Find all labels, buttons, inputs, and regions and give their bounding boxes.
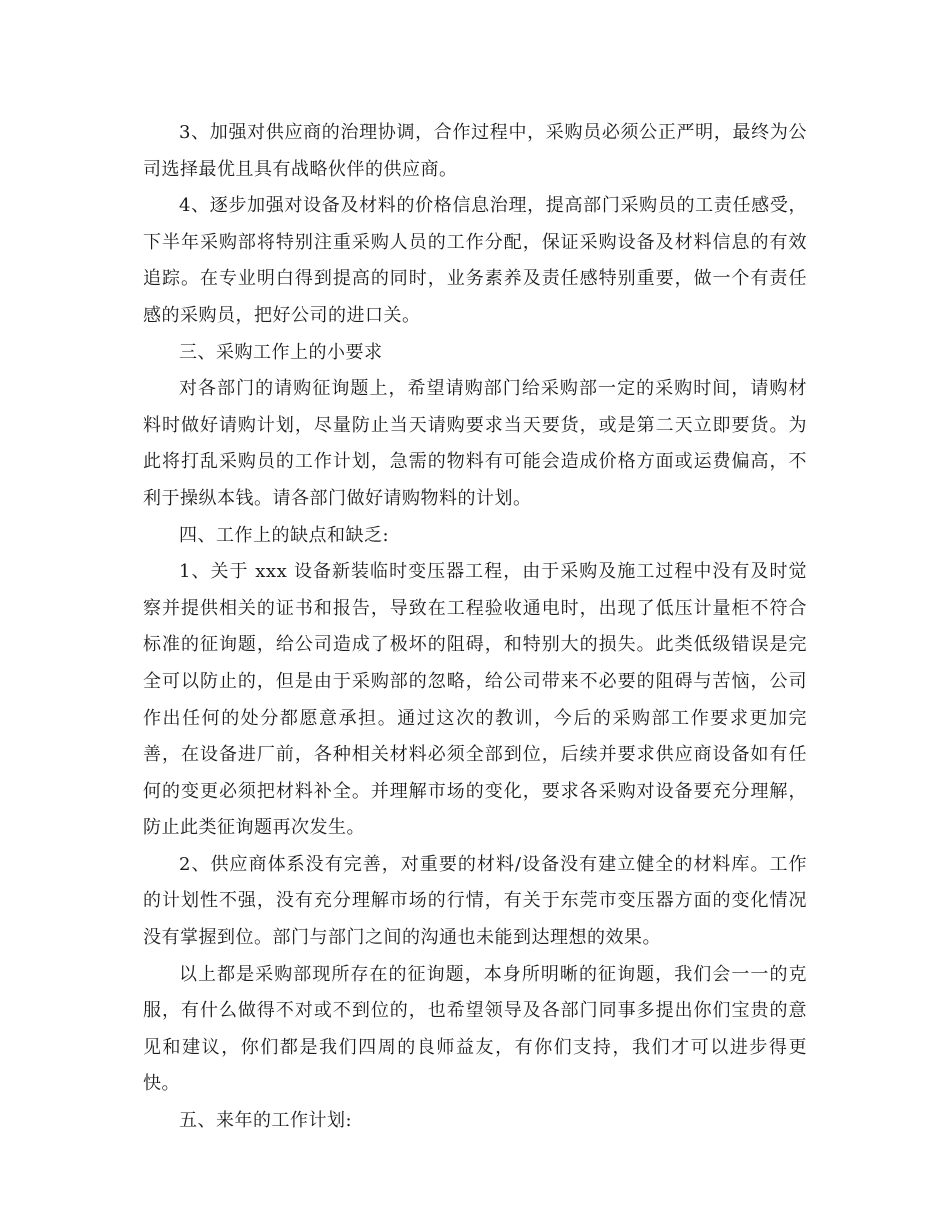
section-heading-shortcomings: 四、工作上的缺点和缺乏:: [179, 524, 390, 546]
paragraph-supplier-system: 2、供应商体系没有完善，对重要的材料/设备没有建立健全的材料库。工作的计划性不强，没有充分理解市场的行情，有关于东莞市变压器方面的变化情况没有掌握到位。部门与部门之间的沟通也未能到达理想的效果。: [143, 853, 807, 949]
paragraph-transformer-project: 1、关于 xxx 设备新装临时变压器工程，由于采购及施工过程中没有及时觉察并提供相关的证书和报告，导致在工程验收通电时，出现了低压计量柜不符合标准的征询题，给公司造成了极坏的阻碍，和特别大的损失。此类低级错误是完全可以防止的，但是由于采购部的忽略，给公司带来不必要的阻碍与苦恼，公司作出任何的处分都愿意承担。通过这次的教训，今后的采购部工作要求更加完善，在设备进厂前，各种相关材料必须全部到位，后续并要求供应商设备如有任何的变更必须把材料补全。并理解市场的变化，要求各采购对设备要充分理解，防止此类征询题再次发生。: [143, 561, 807, 839]
document-body: [143, 115, 807, 1140]
section-heading-small-requirements: 三、采购工作上的小要求: [179, 341, 383, 363]
paragraph-summary: 以上都是采购部现所存在的征询题，本身所明晰的征询题，我们会一一的克服，有什么做得不对或不到位的，也希望领导及各部门同事多提出你们宝贵的意见和建议，你们都是我们四周的良师益友，有你们支持，我们才可以进步得更快。: [143, 963, 807, 1095]
paragraph-purchase-request: 对各部门的请购征询题上，希望请购部门给采购部一定的采购时间，请购材料时做好请购计划，尽量防止当天请购要求当天要货，或是第二天立即要货。为此将打乱采购员的工作计划，急需的物料有可能会造成价格方面或运费偏高，不利于操纵本钱。请各部门做好请购物料的计划。: [143, 378, 807, 509]
paragraph-price-info-management: 4、逐步加强对设备及材料的价格信息治理，提高部门采购员的工责任感受，下半年采购部将特别注重采购人员的工作分配，保证采购设备及材料信息的有效追踪。在专业明白得到提高的同时，业务素养及责任感特别重要，做一个有责任感的采购员，把好公司的进口关。: [143, 195, 807, 326]
paragraph-supplier-coordination: 3、加强对供应商的治理协调，合作过程中，采购员必须公正严明，最终为公司选择最优且具有战略伙伴的供应商。: [143, 122, 807, 180]
section-heading-next-year-plan: 五、来年的工作计划:: [179, 1110, 353, 1132]
